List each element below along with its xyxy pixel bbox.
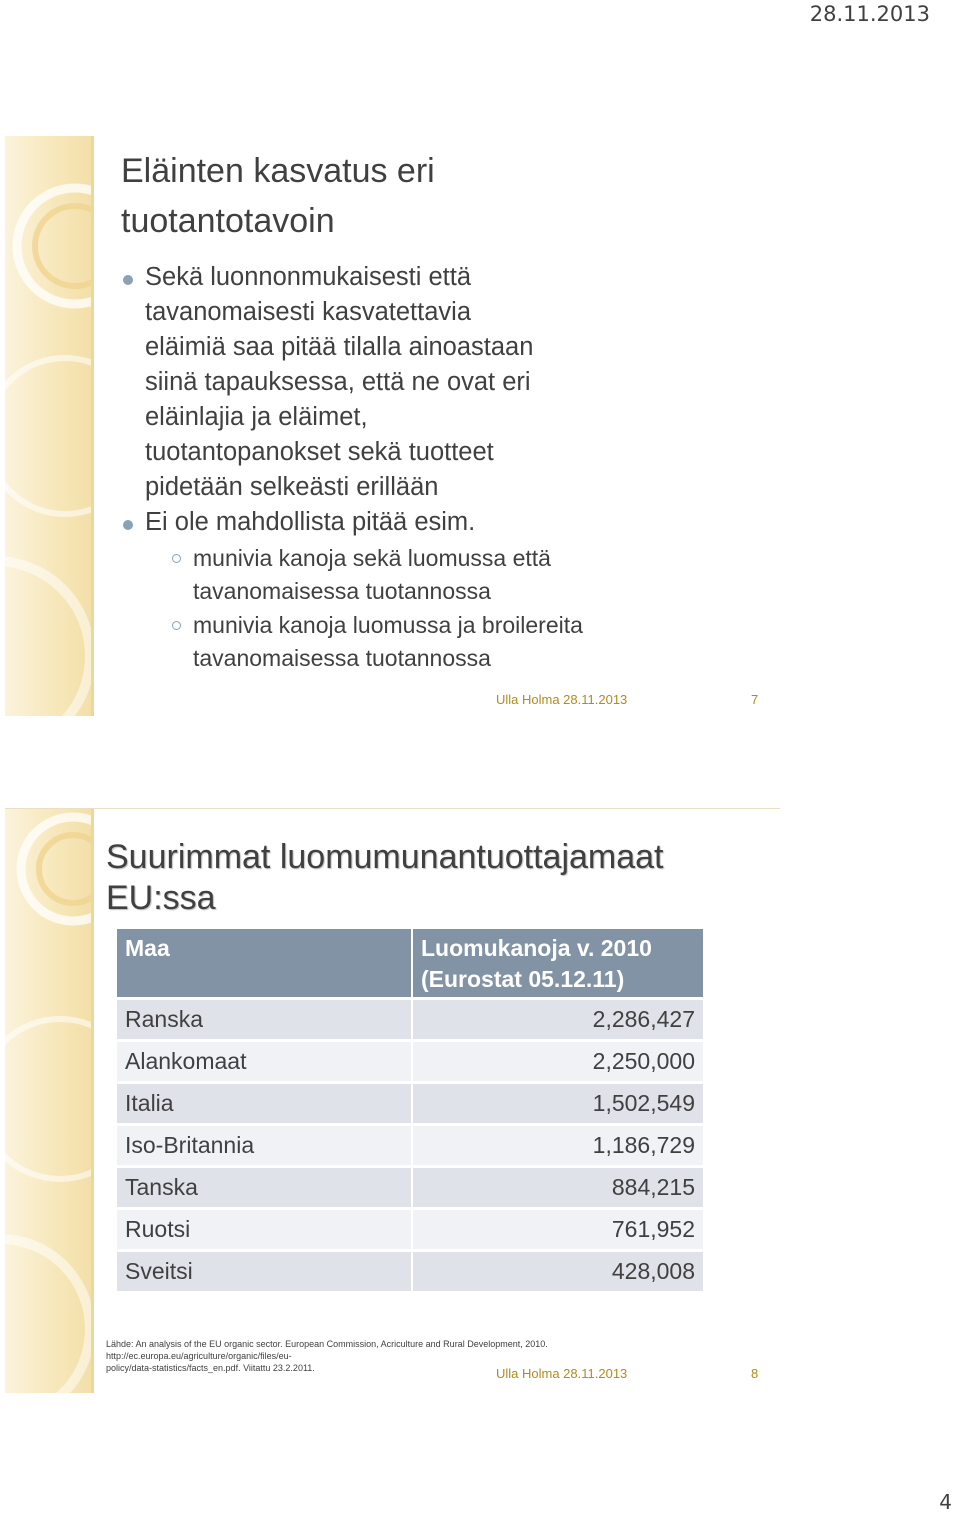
title-line: Suurimmat luomumunantuottajamaat xyxy=(106,838,664,876)
slide-footer-author: Ulla Holma 28.11.2013 xyxy=(496,692,628,707)
sub-bullet-line: tavanomaisessa tuotannossa xyxy=(193,645,491,671)
cell-country: Iso-Britannia xyxy=(117,1125,412,1167)
decorative-circles-graphic xyxy=(5,136,91,716)
bullet-line: eläimiä saa pitää tilalla ainoastaan xyxy=(145,333,534,361)
slide-footer-author: Ulla Holma 28.11.2013 xyxy=(496,1366,628,1381)
source-citation xyxy=(106,1338,726,1374)
bullet-item xyxy=(145,260,745,505)
sub-bullet-ring-icon xyxy=(172,621,181,630)
slide-title xyxy=(106,837,664,919)
cell-country: Ruotsi xyxy=(117,1209,412,1251)
table-row xyxy=(117,1167,703,1209)
header-country: Maa xyxy=(117,929,412,999)
bullet-line: tuotantopanokset sekä tuotteet xyxy=(145,438,494,466)
header-hens xyxy=(412,929,703,999)
decorative-circles-graphic xyxy=(5,809,91,1393)
cell-value: 428,008 xyxy=(412,1251,703,1292)
sub-bullet-list xyxy=(193,542,753,676)
table-row xyxy=(117,1209,703,1251)
cell-value: 761,952 xyxy=(412,1209,703,1251)
cell-country: Ranska xyxy=(117,999,412,1041)
bullet-line: pidetään selkeästi erillään xyxy=(145,473,439,501)
table-row xyxy=(117,999,703,1041)
sub-bullet-line: tavanomaisessa tuotannossa xyxy=(193,578,491,604)
cell-country: Alankomaat xyxy=(117,1041,412,1083)
header-hens-line: (Eurostat 05.12.11) xyxy=(421,966,625,992)
bullet-line: eläinlajia ja eläimet, xyxy=(145,403,368,431)
table-row xyxy=(117,1251,703,1292)
cell-value: 2,250,000 xyxy=(412,1041,703,1083)
band-edge xyxy=(91,809,94,1393)
bullet-line: Sekä luonnonmukaisesti että xyxy=(145,263,472,291)
title-line: EU:ssa xyxy=(106,879,216,917)
bullet-dot-icon xyxy=(123,275,133,285)
sub-bullet-item xyxy=(193,609,753,675)
page-date: 28.11.2013 xyxy=(809,2,930,26)
sub-bullet-ring-icon xyxy=(172,554,181,563)
page-number: 4 xyxy=(939,1490,952,1514)
sub-bullet-line: munivia kanoja luomussa ja broilereita xyxy=(193,612,583,638)
cell-value: 1,502,549 xyxy=(412,1083,703,1125)
table-row xyxy=(117,1041,703,1083)
bullet-line: Ei ole mahdollista pitää esim. xyxy=(145,508,476,536)
header-hens-line: Luomukanoja v. 2010 xyxy=(421,935,652,961)
bullet-line: siinä tapauksessa, että ne ovat eri xyxy=(145,368,531,396)
slide-footer-number: 7 xyxy=(751,692,759,707)
sub-bullet-line: munivia kanoja sekä luomussa että xyxy=(193,545,551,571)
table-row xyxy=(117,1083,703,1125)
slide-title xyxy=(121,146,435,246)
decorative-band xyxy=(5,136,91,716)
slide-8 xyxy=(5,808,780,1393)
source-line: Lähde: An analysis of the EU organic sector. European Commission, Acriculture and Rural Development, 2010. http://ec.europa.eu/agriculture/organic/files/eu- xyxy=(106,1339,548,1361)
bullet-item xyxy=(145,505,745,540)
slide-7 xyxy=(5,136,780,716)
decorative-band xyxy=(5,809,91,1393)
cell-country: Sveitsi xyxy=(117,1251,412,1292)
bullet-list xyxy=(145,260,745,540)
title-line: tuotantotavoin xyxy=(121,202,335,240)
cell-value: 2,286,427 xyxy=(412,999,703,1041)
slide-footer-number: 8 xyxy=(751,1366,759,1381)
sub-bullet-item xyxy=(193,542,753,608)
cell-country: Tanska xyxy=(117,1167,412,1209)
bullet-dot-icon xyxy=(123,520,133,530)
cell-value: 1,186,729 xyxy=(412,1125,703,1167)
table-header-row xyxy=(117,929,703,999)
cell-value: 884,215 xyxy=(412,1167,703,1209)
bullet-line: tavanomaisesti kasvatettavia xyxy=(145,298,471,326)
producers-table xyxy=(117,929,703,1291)
title-line: Eläinten kasvatus eri xyxy=(121,152,435,190)
table-row xyxy=(117,1125,703,1167)
source-line: policy/data-statistics/facts_en.pdf. Viitattu 23.2.2011. xyxy=(106,1363,315,1373)
band-edge xyxy=(91,136,94,716)
cell-country: Italia xyxy=(117,1083,412,1125)
